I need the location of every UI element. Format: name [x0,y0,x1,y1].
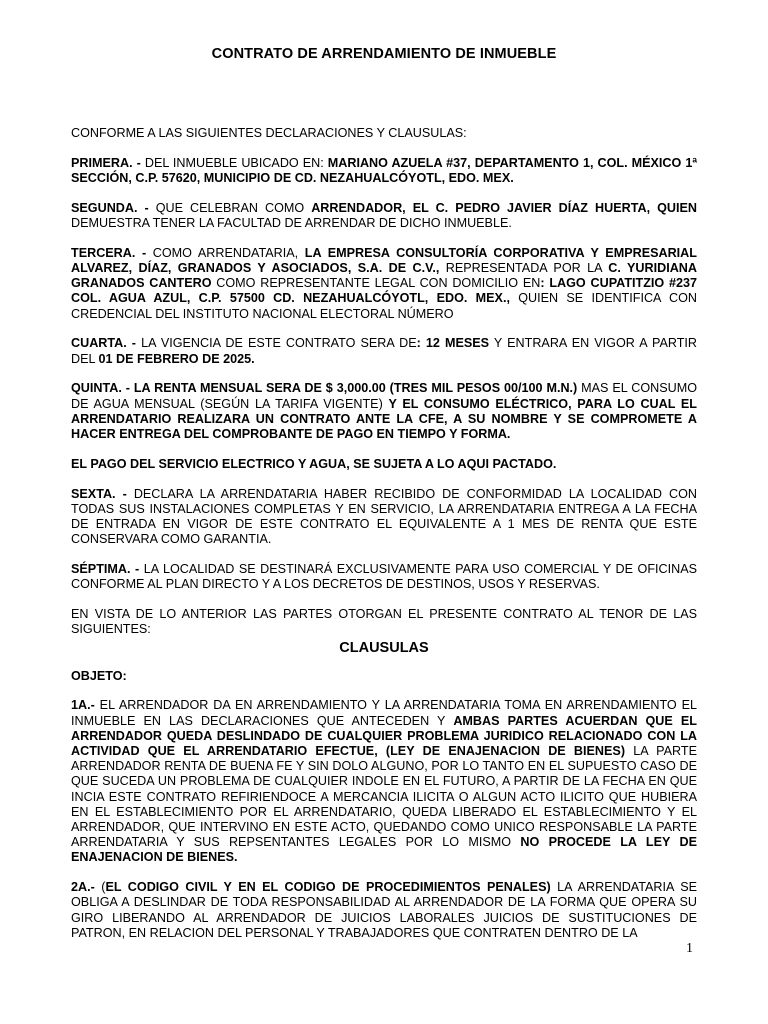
intro-paragraph: CONFORME A LAS SIGUIENTES DECLARACIONES Y CLAUSULAS: [71,126,467,140]
declaration-text: Y ENTRARA EN VIGOR A PARTIR DEL [71,336,698,366]
declaration-text: QUE CELEBRAN COMO [148,200,312,215]
declaration-septima [71,562,697,592]
payment-note: EL PAGO DEL SERVICIO ELECTRICO Y AGUA, SE SUJETA A LO AQUI PACTADO. [71,456,557,471]
declaration-text: QUIEN SE IDENTIFICA CON CREDENCIAL DEL INSTITUTO NACIONAL ELECTORAL NÚMERO [71,291,698,321]
clause-bold-text: NO PROCEDE LA LEY DE ENAJENACION DE BIENES. [71,835,697,865]
declaration-label: CUARTA. - [71,336,136,351]
declaration-text: DECLARA LA ARRENDATARIA HABER RECIBIDO DE CONFORMIDAD LA LOCALIDAD CON TODAS SUS INSTALACIONES COMPLETAS Y EN SERVICIO, LA ARRENDATARIA ENTREGA A LA FECHA DE ENTRADA EN VIGOR DE ESTE CONTRATO EL EQUIVALENTE A 1 MES DE RENTA QUE ESTE CONSERVARA COMO GARANTIA. [71,486,697,547]
declaration-primera [71,156,697,186]
clausulas-heading: CLAUSULAS [339,640,429,657]
clause-label: 1A.- [71,698,95,713]
declaration-label: SEXTA. - [71,486,127,501]
declaration-tercera [71,246,697,322]
document-body [71,126,697,956]
declaration-text: MAS EL CONSUMO DE AGUA MENSUAL (SEGÚN LA TARIFA VIGENTE) [71,381,697,411]
document-title: CONTRATO DE ARRENDAMIENTO DE INMUEBLE [211,46,557,62]
clause-bold-text: EL CODIGO CIVIL Y EN EL CODIGO DE PROCEDIMIENTOS PENALES) [105,880,551,895]
declaration-sexta [71,487,697,548]
declaration-bold-text: 01 DE FEBRERO DE 2025. [98,351,255,366]
declaration-bold-text: : 12 MESES [416,336,490,351]
declaration-bold-text: Y EL CONSUMO ELÉCTRICO, PARA LO CUAL EL ARRENDATARIO REALIZARA UN CONTRATO ANTE LA CFE, A SU NOMBRE Y SE COMPROMETE A HACER ENTREGA DEL COMPROBANTE DE PAGO EN TIEMPO Y FORMA. [71,396,697,442]
declaration-label: SEGUNDA. - [71,200,149,215]
clause-2a [71,880,697,941]
vista-paragraph: EN VISTA DE LO ANTERIOR LAS PARTES OTORGAN EL PRESENTE CONTRATO AL TENOR DE LAS SIGUIENTES: [71,607,697,637]
declaration-label: QUINTA. - [71,381,130,396]
declaration-bold-text: ARRENDADOR, EL C. PEDRO JAVIER DÍAZ HUERTA, QUIEN [311,200,697,215]
declaration-bold-text: : LAGO CUPATITZIO #237 COL. AGUA AZUL, C.P. 57500 CD. NEZAHUALCÓYOTL, EDO. MEX., [71,276,697,306]
declaration-quinta [71,381,697,442]
declaration-label: SÉPTIMA. - [71,562,140,577]
declaration-text: DEL INMUEBLE UBICADO EN: [140,155,328,170]
declaration-segunda [71,201,697,231]
objeto-label: OBJETO: [71,668,127,683]
declaration-label: TERCERA. - [71,245,147,260]
declaration-text: LA LOCALIDAD SE DESTINARÁ EXCLUSIVAMENTE PARA USO COMERCIAL Y DE OFICINAS CONFORME AL PLAN DIRECTO Y A LOS DECRETOS DE DESTINOS, USOS Y RESERVAS. [71,562,698,592]
declaration-bold-text: C. YURIDIANA GRANADOS CANTERO [71,261,697,291]
declaration-text: REPRESENTADA POR LA [439,261,609,275]
declaration-text: COMO REPRESENTANTE LEGAL CON DOMICILIO EN [211,276,541,291]
declaration-bold-text: LA RENTA MENSUAL SERA DE $ 3,000.00 (TRES MIL PESOS 00/100 M.N.) [129,381,578,396]
declaration-text: DEMUESTRA TENER LA FACULTAD DE ARRENDAR DE DICHO INMUEBLE. [71,216,512,230]
declaration-bold-text: LA EMPRESA CONSULTORÍA CORPORATIVA Y EMPRESARIAL ALVAREZ, DÍAZ, GRANADOS Y ASOCIADOS, S.A. DE C.V., [71,245,697,275]
declaration-label: PRIMERA. - [71,155,141,170]
declaration-cuarta [71,336,697,366]
clause-text: LA PARTE ARRENDADOR RENTA DE BUENA FE Y SIN DOLO ALGUNO, POR LO TANTO EN EL SUPUESTO CASO DE QUE SUCEDA UN PROBLEMA DE CUALQUIER INDOLE EN EL FUTURO, A PARTIR DE LA FECHA EN QUE INCIA ESTE CONTRATO REFIRIENDOCE A MERCANCIA ILICITA O ALGUN ACTO ILICITO QUE HUBIERA EN EL ESTABLECIMIENTO POR EL ARRENDATARIO, QUEDA LIBERADO EL ESTABLECIMIENTO Y EL ARRENDADOR, QUE INTERVINO EN ESTE ACTO, QUEDANDO COMO UNICO RESPONSABLE LA PARTE ARRENDATARIA Y SUS REPSENTANTES LEGALES POR LO MISMO [71,744,697,850]
clause-text: EL ARRENDADOR DA EN ARRENDAMIENTO Y LA ARRENDATARIA TOMA EN ARRENDAMIENTO EL INMUEBLE EN LAS DECLARACIONES QUE ANTECEDEN Y [71,698,697,728]
clause-1a [71,698,697,865]
clause-bold-text: AMBAS PARTES ACUERDAN QUE EL ARRENDADOR QUEDA DESLINDADO DE CUALQUIER PROBLEMA JURIDICO RELACIONADO CON LA ACTIVIDAD QUE EL ARRENDATARIO EFECTUE, (LEY DE ENAJENACION DE BIENES) [71,713,697,759]
page-number: 1 [686,941,693,956]
declaration-text: LA VIGENCIA DE ESTE CONTRATO SERA DE [136,336,417,351]
declaration-text: COMO ARRENDATARIA, [146,245,305,260]
declaration-bold-text: MARIANO AZUELA #37, DEPARTAMENTO 1, COL. MÉXICO 1ª SECCIÓN, C.P. 57620, MUNICIPIO DE CD. NEZAHUALCÓYOTL, EDO. MEX. [71,155,698,185]
clause-text: ( [94,880,106,895]
clause-text: LA ARRENDATARIA SE OBLIGA A DESLINDAR DE TODA RESPONSABILIDAD AL ARRENDADOR DE LA FORMA QUE OPERA SU GIRO LIBERANDO AL ARRENDADOR DE JUICIOS LABORALES JUICIOS DE SUSTITUCIONES DE PATRON, EN RELACION DEL PERSONAL Y TRABAJADORES QUE CONTRATEN DENTRO DE LA [71,880,697,940]
clause-label: 2A.- [71,880,95,895]
